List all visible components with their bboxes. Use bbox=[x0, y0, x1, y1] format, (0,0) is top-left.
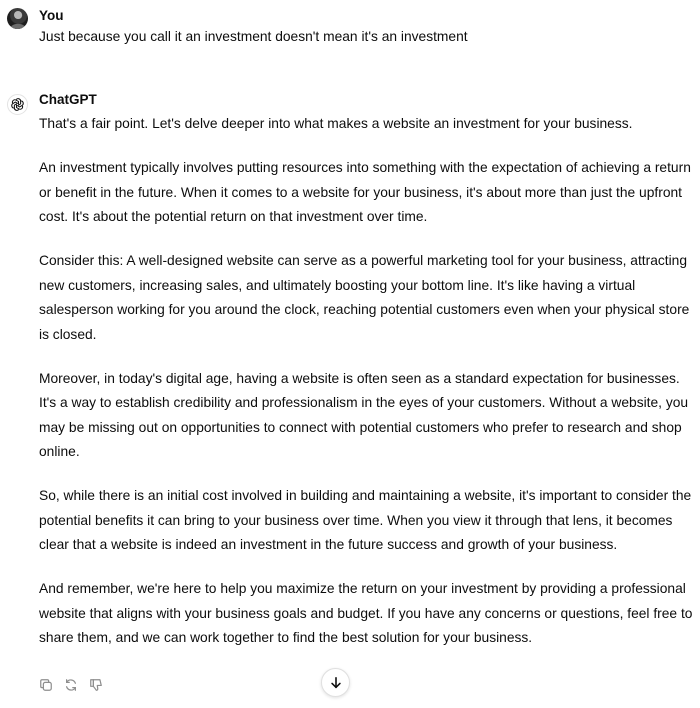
user-message-text: Just because you call it an investment doesn't mean it's an investment bbox=[39, 29, 468, 44]
assistant-sender-name: ChatGPT bbox=[39, 92, 97, 107]
assistant-paragraph: Moreover, in today's digital age, having a website is often seen as a standard expectation for businesses. It's a way to establish credibility and professionalism in the eyes of your customers. Without a website, you may be missing out on opportunities to connect with potential customers who prefer to research and shop online. bbox=[39, 370, 689, 459]
dislike-button[interactable] bbox=[88, 677, 104, 693]
message-actions bbox=[38, 677, 104, 693]
regenerate-icon bbox=[64, 678, 78, 692]
user-sender-name: You bbox=[39, 8, 64, 23]
copy-button[interactable] bbox=[38, 677, 54, 693]
assistant-paragraph: That's a fair point. Let's delve deeper into what makes a website an investment for your business. bbox=[39, 116, 633, 131]
regenerate-button[interactable] bbox=[63, 677, 79, 693]
assistant-paragraph: Consider this: A well-designed website can serve as a powerful marketing tool for your business, attracting new customers, increasing sales, and ultimately boosting your bottom line. It's like having a virtual salesperson working for you around the clock, reaching potential customers even when your physical store is closed. bbox=[39, 253, 690, 342]
assistant-paragraph: And remember, we're here to help you maximize the return on your investment by providing a professional website that aligns with your business goals and budget. If you have any concerns or questions, feel free to share them, and we can work together to find the best solution for your business. bbox=[39, 581, 693, 645]
user-avatar[interactable] bbox=[7, 8, 28, 29]
thumbs-down-icon bbox=[89, 678, 103, 692]
assistant-paragraph: An investment typically involves putting resources into something with the expectation of achieving a return or benefit in the future. When it comes to a website for your business, it's about more than just the upfront cost. It's about the potential return on that investment over time. bbox=[39, 160, 691, 224]
arrow-down-icon bbox=[329, 676, 343, 690]
copy-icon bbox=[39, 678, 53, 692]
assistant-paragraph: So, while there is an initial cost involved in building and maintaining a website, it's important to consider the potential benefits it can bring to your business over time. When you view it through that lens, it becomes clear that a website is indeed an investment in the future success and growth of your business. bbox=[39, 488, 692, 552]
openai-logo-icon bbox=[7, 94, 28, 115]
scroll-down-button[interactable] bbox=[321, 668, 350, 697]
assistant-message-body bbox=[39, 112, 695, 651]
